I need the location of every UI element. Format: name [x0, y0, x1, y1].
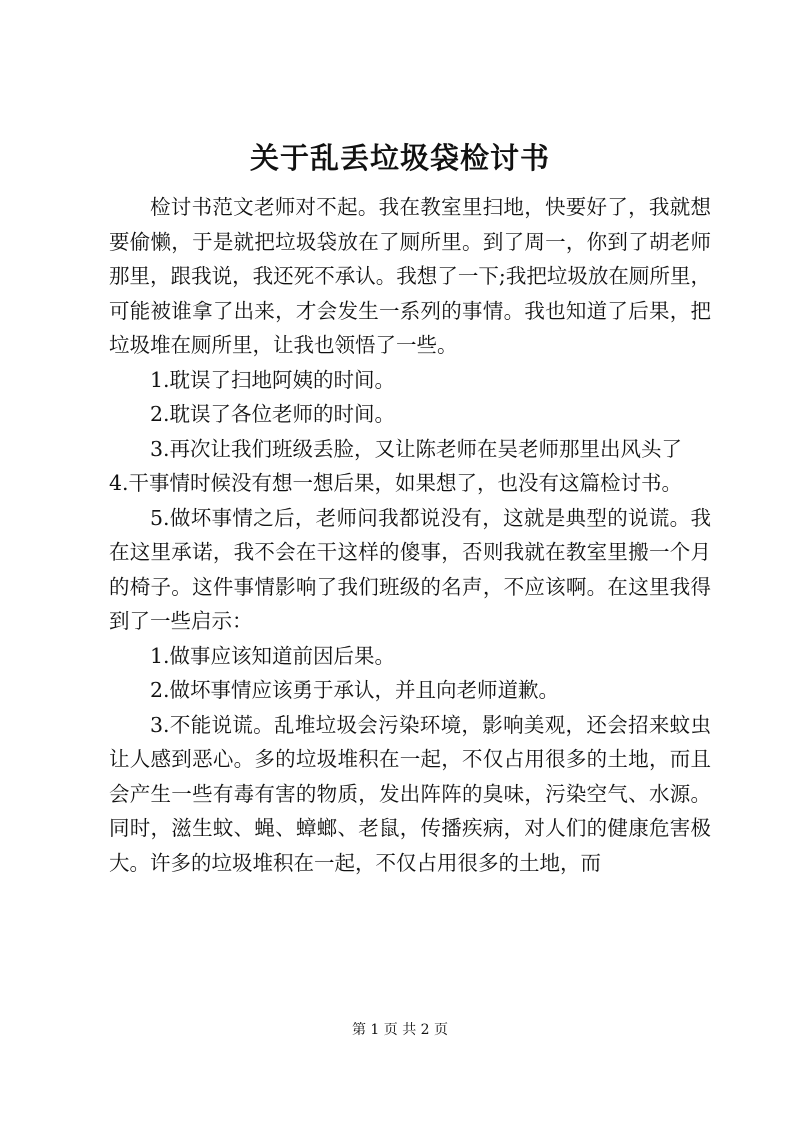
lesson-item-2: 2.做坏事情应该勇于承认，并且向老师道歉。: [150, 678, 560, 702]
list-item-2: 2.耽误了各位老师的时间。: [150, 402, 396, 426]
list-item-1: 1.耽误了扫地阿姨的时间。: [150, 367, 396, 392]
paragraph-intro: 检讨书范文老师对不起。我在教室里扫地，快要好了，我就想要偷懒，于是就把垃圾袋放在了厕所里。到了周一，你到了胡老师那里，跟我说，我还死不承认。我想了一下;我把垃圾放在厕所里，可能被谁拿了出来，才会发生一系列的事情。我也知道了后果，把垃圾堆在厕所里，让我也领悟了一些。: [109, 195, 711, 357]
lesson-item-3: 3.不能说谎。乱堆垃圾会污染环境，影响美观，还会招来蚊虫让人感到恶心。多的垃圾堆积在一起，不仅占用很多的土地，而且会产生一些有毒有害的物质，发出阵阵的臭味，污染空气、水源。同时，滋生蚊、蝇、蟑螂、老鼠，传播疾病，对人们的健康危害极大。许多的垃圾堆积在一起，不仅占用很多的土地，而: [109, 712, 711, 875]
list-item-5: 5.做坏事情之后，老师问我都说没有，这就是典型的说谎。我在这里承诺，我不会在干这样的傻事，否则我就在教室里搬一个月的椅子。这件事情影响了我们班级的名声，不应该啊。在这里我得到了一些启示：: [109, 505, 711, 633]
document-title: 关于乱丢垃圾袋检讨书: [249, 141, 550, 175]
list-item-3: 3.再次让我们班级丢脸，又让陈老师在吴老师那里出风头了: [150, 436, 683, 461]
lesson-item-1: 1.做事应该知道前因后果。: [150, 643, 396, 668]
list-item-4: 4.干事情时候没有想一想后果，如果想了，也没有这篇检讨书。: [109, 471, 683, 495]
document-body: [109, 190, 711, 880]
page-footer: 第 1 页 共 2 页: [351, 1022, 449, 1038]
